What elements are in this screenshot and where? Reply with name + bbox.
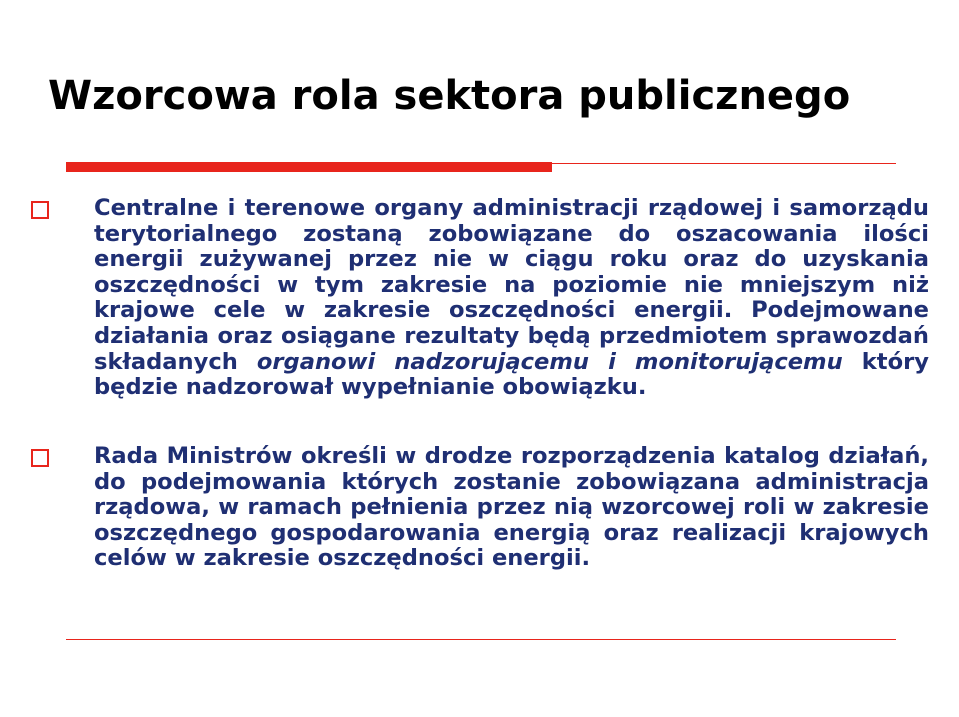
footer-divider: [66, 639, 896, 640]
bullet-text-2: [94, 444, 929, 572]
title-underline-thin: [552, 163, 896, 164]
title-underline-thick: [66, 162, 552, 172]
bullet-1-part-2-italic: organowi nadzorującemu i monitorującemu: [256, 348, 843, 375]
hollow-square-bullet-icon: [31, 449, 49, 467]
slide-title: Wzorcowa rola sektora publicznego: [48, 73, 851, 119]
bullet-1-part-1: Centralne i terenowe organy administracji rządowej i samorządu terytorialnego zostaną zobowiązane do oszacowania ilości energii zużywanej przez nie w ciągu roku oraz do uzyskania oszczędności w tym zakresie na poziomie nie mniejszym niż krajowe cele w zakresie oszczędności energii. Podejmowane działania oraz osiągane rezultaty będą przedmiotem sprawozdań składanych: [94, 195, 929, 375]
bullet-2-part-1: Rada Ministrów określi w drodze rozporządzenia katalog działań, do podejmowania których zostanie zobowiązana administracja rządowa, w ramach pełnienia przez nią wzorcowej roli w zakresie oszczędnego gospodarowania energią oraz realizacji krajowych celów w zakresie oszczędności energii.: [94, 443, 929, 572]
hollow-square-bullet-icon: [31, 201, 49, 219]
bullet-1-part-3: który będzie nadzorował wypełnianie obowiązku.: [94, 348, 929, 401]
bullet-text-1: [94, 196, 929, 401]
